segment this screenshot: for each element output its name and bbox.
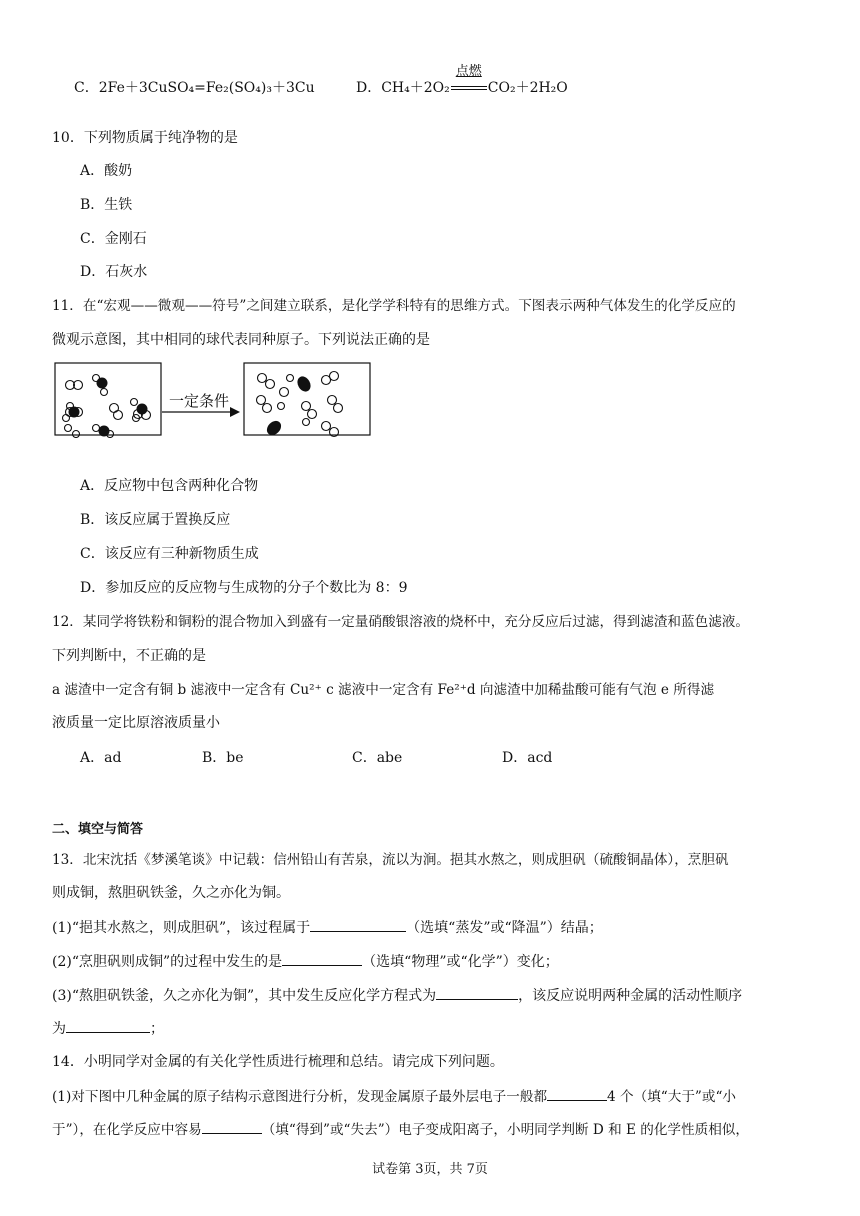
q11-stem-line1: 11．在“宏观——微观——符号”之间建立联系，是化学学科特有的思维方式。下图表示两种气体发生的化学反应的 <box>52 298 736 314</box>
q12-statements-line2: 液质量一定比原溶液质量小 <box>52 715 220 731</box>
q13-part3-end: ； <box>150 1021 164 1037</box>
q11-option-a: A．反应物中包含两种化合物 <box>80 478 259 494</box>
q13-part3 <box>52 985 742 1006</box>
q12-option-c: C．abe <box>352 750 403 766</box>
option-c: C．2Fe＋3CuSO₄=Fe₂(SO₄)₃＋3Cu <box>74 80 315 96</box>
q14-part1-line1 <box>52 1086 736 1107</box>
condition-label: 点燃 <box>455 64 482 79</box>
equals-sign <box>451 86 487 90</box>
q10-option-a: A．酸奶 <box>80 163 133 179</box>
q10-stem: 10．下列物质属于纯净物的是 <box>52 130 238 146</box>
reaction-arrow <box>162 392 240 417</box>
q13-part2-blank[interactable] <box>282 951 362 966</box>
q14-part1-blank2[interactable] <box>202 1119 262 1134</box>
q14-part1-line2 <box>52 1119 749 1140</box>
q13-part1 <box>52 917 603 938</box>
reaction-microscopic-diagram <box>54 362 372 438</box>
q12-statements-line1: a 滤渣中一定含有铜 b 滤液中一定含有 Cu²⁺ c 滤液中一定含有 Fe²⁺d 向滤渣中加稀盐酸可能有气泡 e 所得滤 <box>52 682 715 698</box>
option-d <box>356 64 568 98</box>
q12-option-a: A．ad <box>80 750 122 766</box>
q12-option-d: D．acd <box>502 750 553 766</box>
q14-part1-blank1[interactable] <box>547 1086 607 1101</box>
q10-option-d: D．石灰水 <box>80 264 148 280</box>
q14-part1-text: (1)对下图中几种金属的原子结构示意图进行分析，发现金属原子最外层电子一般都 <box>52 1089 548 1105</box>
q14-part1-hint2: （填“得到”或“失去”）电子变成阳离子，小明同学判断 D 和 E 的化学性质相似， <box>261 1122 749 1138</box>
q13-part3-blank2[interactable] <box>66 1018 150 1033</box>
q12-stem-line2: 下列判断中，不正确的是 <box>52 648 206 664</box>
products-box <box>244 363 370 438</box>
q12-stem-line1: 12．某同学将铁粉和铜粉的混合物加入到盛有一定量硝酸银溶液的烧杯中，充分反应后过滤，得到滤渣和蓝色滤液。 <box>52 614 749 630</box>
arrow-label: 一定条件 <box>168 392 230 410</box>
q14-stem: 14．小明同学对金属的有关化学性质进行梳理和总结。请完成下列问题。 <box>52 1054 504 1070</box>
q13-part1-hint: （选填“蒸发”或“降温”）结晶； <box>406 920 603 936</box>
q13-part3-blank1[interactable] <box>436 985 518 1000</box>
q11-option-d: D．参加反应的反应物与生成物的分子个数比为 8：9 <box>80 580 408 596</box>
q14-part1-text2: 于”），在化学反应中容易 <box>52 1122 202 1138</box>
q12-option-b: B．be <box>202 750 244 766</box>
q11-option-c: C．该反应有三种新物质生成 <box>80 546 259 562</box>
q11-stem-line2: 微观示意图，其中相同的球代表同种原子。下列说法正确的是 <box>52 332 430 348</box>
q13-stem-line1: 13．北宋沈括《梦溪笔谈》中记载：信州铅山有苦泉，流以为涧。挹其水熬之，则成胆矾（硫酸铜晶体），烹胆矾 <box>52 852 729 868</box>
q11-option-b: B．该反应属于置换反应 <box>80 512 231 528</box>
option-d-reactants: D．CH₄＋2O₂ <box>356 80 450 96</box>
q13-stem-line2: 则成铜，熬胆矾铁釜，久之亦化为铜。 <box>52 885 290 901</box>
section-title: 二、填空与简答 <box>52 822 144 837</box>
q13-part3-cont <box>52 1018 164 1039</box>
option-d-products: CO₂＋2H₂O <box>487 80 568 96</box>
black-atom <box>97 378 108 389</box>
q13-part2 <box>52 951 559 972</box>
q13-part2-hint: （选填“物理”或“化学”）变化； <box>362 954 559 970</box>
page-footer: 试卷第 3页，共 7页 <box>372 1162 488 1177</box>
reaction-condition <box>450 64 488 98</box>
q10-option-c: C．金刚石 <box>80 231 147 247</box>
q13-part1-text: (1)“挹其水熬之，则成胆矾”，该过程属于 <box>52 920 311 936</box>
q13-part3-hint: ，该反应说明两种金属的活动性顺序 <box>518 988 743 1004</box>
q14-part1-hint: 4 个（填“大于”或“小 <box>607 1089 737 1105</box>
q13-part3-text: (3)“熬胆矾铁釜，久之亦化为铜”，其中发生反应化学方程式为 <box>52 988 437 1004</box>
q13-part3-wei: 为 <box>52 1021 66 1037</box>
q13-part2-text: (2)“烹胆矾则成铜”的过程中发生的是 <box>52 954 283 970</box>
q10-option-b: B．生铁 <box>80 197 133 213</box>
reactants-box <box>55 363 161 438</box>
q13-part1-blank[interactable] <box>310 917 406 932</box>
